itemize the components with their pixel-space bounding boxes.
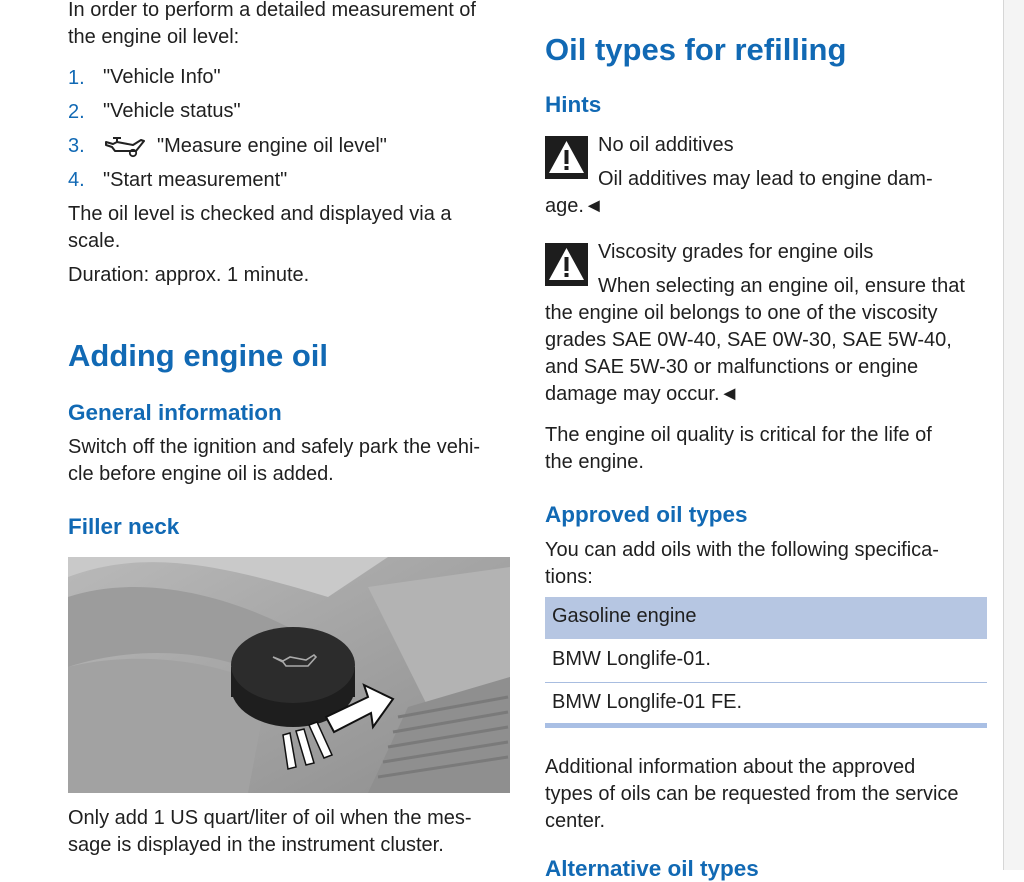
heading-general-information: General information [68, 400, 282, 425]
warning-text: grades SAE 0W-40, SAE 0W-30, SAE 5W-40, [545, 329, 952, 351]
body-text: You can add oils with the following specifica- [545, 539, 939, 561]
body-text: tions: [545, 566, 593, 588]
intro-text: In order to perform a detailed measurement of [68, 0, 476, 21]
table-row [545, 683, 987, 725]
vertical-scrollbar[interactable] [1003, 0, 1024, 870]
step-number: 1. [68, 67, 85, 89]
step-measure-oil: "Measure engine oil level" [157, 135, 387, 157]
body-text: Additional information about the approved [545, 756, 916, 778]
warning-title: Viscosity grades for engine oils [598, 241, 874, 263]
step-number: 4. [68, 169, 85, 191]
body-text: Switch off the ignition and safely park the vehi- [68, 436, 481, 458]
figure-caption: Only add 1 US quart/liter of oil when the mes- [68, 807, 472, 829]
intro-text: the engine oil level: [68, 26, 240, 48]
step-vehicle-info: "Vehicle Info" [103, 66, 221, 88]
table-bottom-rule [545, 723, 987, 728]
table-header-cell: Gasoline engine [552, 605, 697, 627]
warning-text: age.◄ [545, 195, 604, 217]
body-text: types of oils can be requested from the service [545, 783, 959, 805]
warning-text: damage may occur.◄ [545, 383, 740, 405]
table-row [545, 640, 987, 683]
heading-hints: Hints [545, 92, 602, 117]
warning-text: When selecting an engine oil, ensure that [598, 275, 965, 297]
warning-text: Oil additives may lead to engine dam- [598, 168, 933, 190]
step-number: 2. [68, 101, 85, 123]
figure-caption: sage is displayed in the instrument cluster. [68, 834, 444, 856]
warning-triangle-icon [545, 243, 588, 286]
body-text: The engine oil quality is critical for the life of [545, 424, 932, 446]
section-title-adding-oil: Adding engine oil [68, 338, 329, 373]
body-text: center. [545, 810, 606, 832]
step-number: 3. [68, 135, 85, 157]
heading-approved-oil-types: Approved oil types [545, 502, 748, 527]
body-text: cle before engine oil is added. [68, 463, 334, 485]
step-start-measurement: "Start measurement" [103, 169, 288, 191]
warning-text: the engine oil belongs to one of the viscosity [545, 302, 938, 324]
body-text: Duration: approx. 1 minute. [68, 264, 310, 286]
warning-title: No oil additives [598, 134, 734, 156]
section-title-oil-types: Oil types for refilling [545, 32, 847, 67]
body-text: scale. [68, 230, 121, 252]
oil-can-icon [103, 136, 147, 158]
table-cell: BMW Longlife-01 FE. [552, 691, 743, 713]
table-header [545, 597, 987, 639]
filler-neck-illustration [68, 557, 510, 793]
warning-text: and SAE 5W-30 or malfunctions or engine [545, 356, 919, 378]
step-vehicle-status: "Vehicle status" [103, 100, 241, 122]
heading-alternative-oil-types: Alternative oil types [545, 856, 759, 881]
table-cell: BMW Longlife-01. [552, 648, 711, 670]
warning-triangle-icon [545, 136, 588, 179]
body-text: The oil level is checked and displayed via a [68, 203, 452, 225]
heading-filler-neck: Filler neck [68, 514, 180, 539]
body-text: the engine. [545, 451, 644, 473]
